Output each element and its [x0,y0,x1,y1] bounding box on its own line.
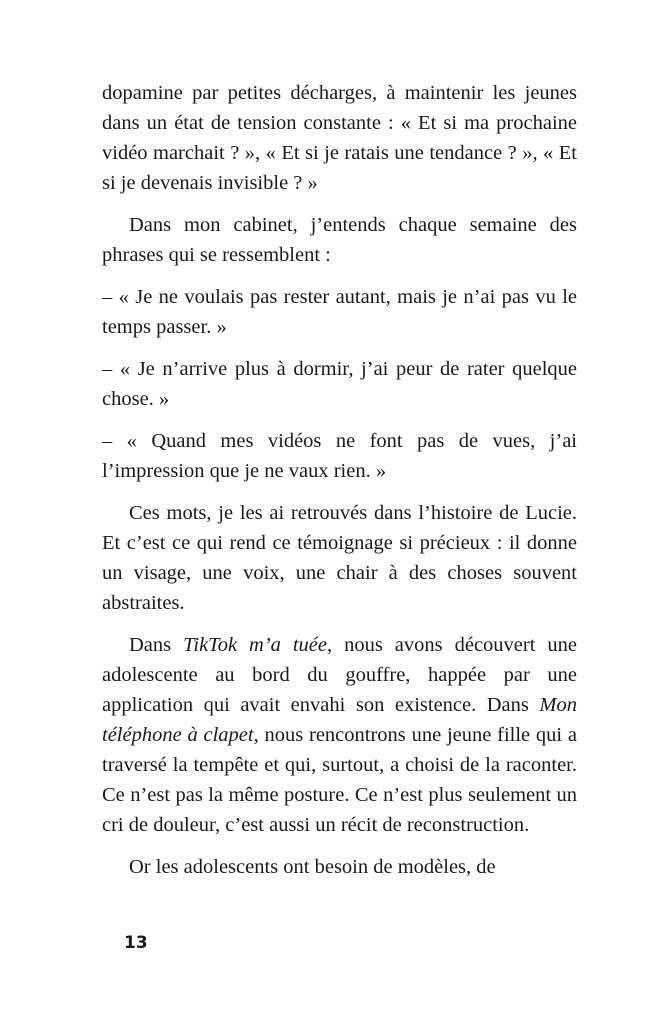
paragraph-text: Dans [129,634,184,656]
book-page-text [102,78,577,894]
paragraph-text: , nous rencontrons une jeune fille qui a traversé la tempête et qui, surtout, a choisi de la raconter. Ce n’est pas la même posture. Ce n’est plus seulement un cri de douleur, c’est aussi un récit de reconstruction. [102,724,577,836]
paragraph: dopamine par petites décharges, à maintenir les jeunes dans un état de tension constante : « Et si ma prochaine vidéo marchait ? », « Et si je ratais une tendance ? », « Et si je devenais invisible ? » [102,82,577,194]
book-title-telephone: Mon téléphone à clapet [102,694,577,746]
dialogue-quote: – « Je n’arrive plus à dormir, j’ai peur de rater quelque chose. » [102,358,577,410]
book-title-tiktok: TikTok m’a tuée [183,634,328,656]
dialogue-quote: – « Quand mes vidéos ne font pas de vues, j’ai l’impression que je ne vaux rien. » [102,430,577,482]
dialogue-quote: – « Je ne voulais pas rester autant, mais je n’ai pas vu le temps passer. » [102,286,577,338]
paragraph [102,630,577,840]
paragraph-text: , nous avons découvert une adolescente au bord du gouffre, happée par une application qui avait envahi son existence. Dans [102,634,577,716]
paragraph: Ces mots, je les ai retrouvés dans l’histoire de Lucie. Et c’est ce qui rend ce témoignage si précieux : il donne un visage, une voix, une chair à des choses souvent abstraites. [102,502,577,614]
paragraph: Or les adolescents ont besoin de modèles, de [129,856,496,878]
page-number: 13 [124,933,148,953]
paragraph: Dans mon cabinet, j’entends chaque semaine des phrases qui se ressemblent : [102,214,577,266]
